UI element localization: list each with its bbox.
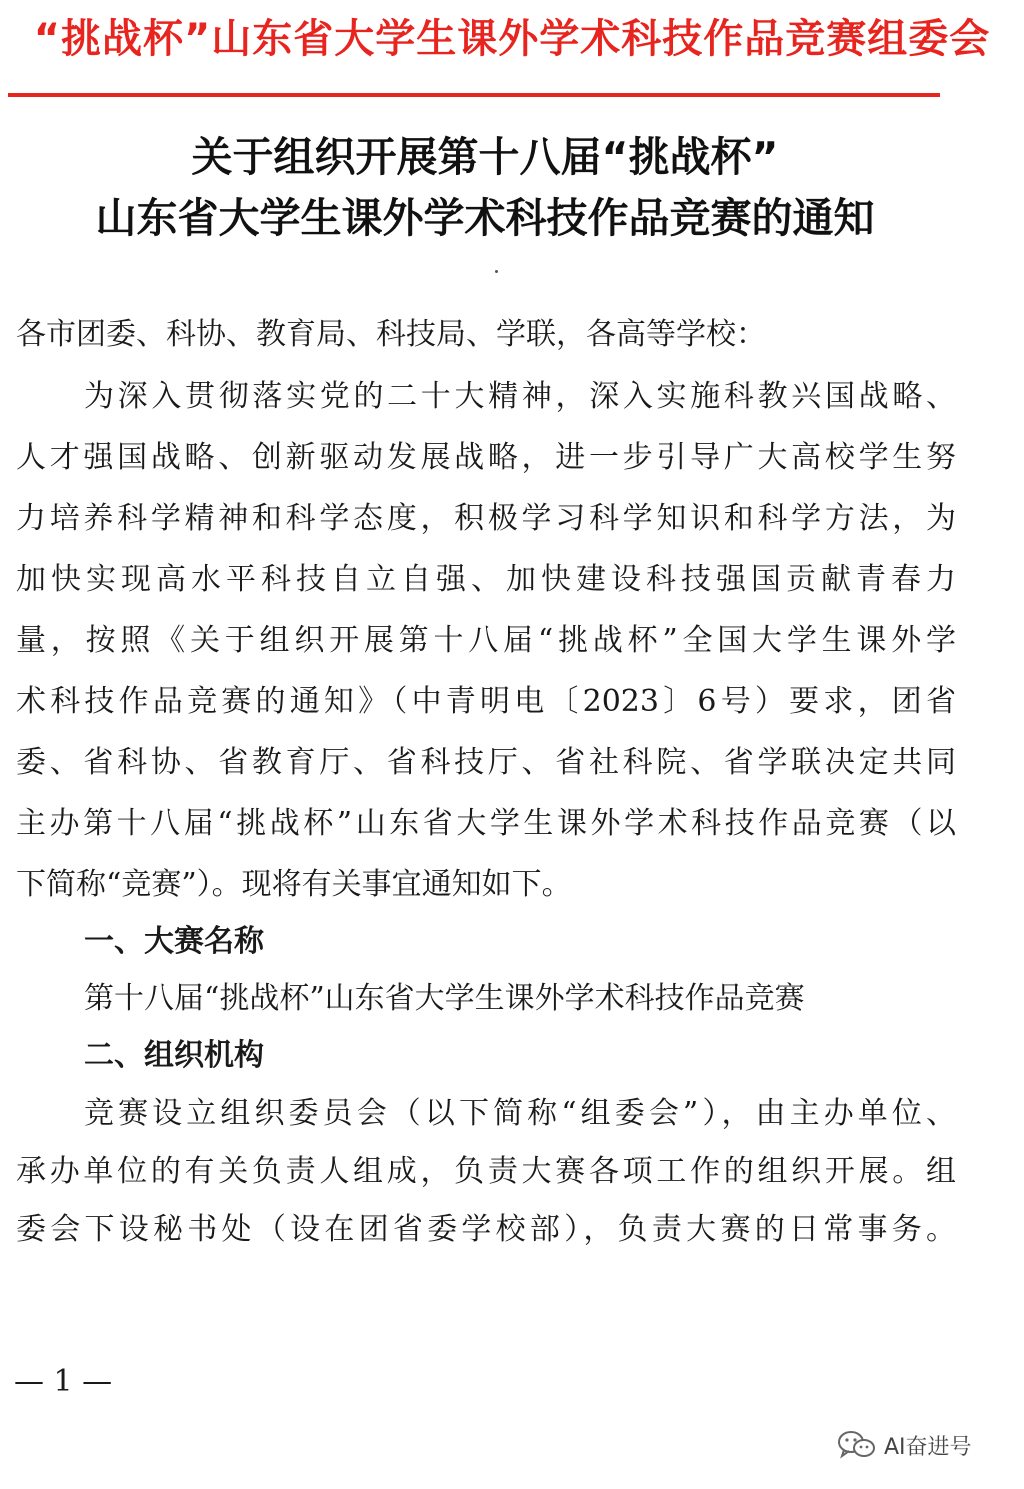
document-title-line-2: 山东省大学生课外学术科技作品竞赛的通知 <box>95 194 875 242</box>
watermark-text: AI奋进号 <box>884 1434 972 1460</box>
body-line: 主办第十八届“挑战杯”山东省大学生课外学术科技作品竞赛（以 <box>16 806 956 841</box>
scan-speck <box>495 270 498 273</box>
body-line: 力培养科学精神和科学态度，积极学习科学知识和科学方法，为 <box>16 501 956 536</box>
body-line: 竞赛设立组织委员会（以下简称“组委会”），由主办单位、 <box>84 1096 956 1131</box>
document-title-line-1: 关于组织开展第十八届“挑战杯” <box>191 133 779 181</box>
issuer-header: “挑战杯”山东省大学生课外学术科技作品竞赛组委会 <box>33 16 991 62</box>
wechat-icon <box>836 1430 878 1460</box>
section-heading-2: 二、组织机构 <box>84 1038 264 1073</box>
body-line: 术科技作品竞赛的通知》（中青明电〔2023〕6号）要求，团省 <box>16 684 956 719</box>
body-line: 人才强国战略、创新驱动发展战略，进一步引导广大高校学生努 <box>16 440 956 475</box>
body-line: 下简称“竞赛”）。现将有关事宜通知如下。 <box>16 867 572 902</box>
body-line: 承办单位的有关负责人组成，负责大赛各项工作的组织开展。组 <box>16 1154 956 1189</box>
body-line: 量，按照《关于组织开展第十八届“挑战杯”全国大学生课外学 <box>16 623 956 658</box>
page-number: — 1 — <box>14 1364 113 1399</box>
competition-name-line: 第十八届“挑战杯”山东省大学生课外学术科技作品竞赛 <box>84 981 805 1016</box>
section-heading-1: 一、大赛名称 <box>84 924 264 959</box>
addressee-line: 各市团委、科协、教育局、科技局、学联，各高等学校： <box>16 317 766 352</box>
body-line: 加快实现高水平科技自立自强、加快建设科技强国贡献青春力 <box>16 562 956 597</box>
body-line: 委会下设秘书处（设在团省委学校部），负责大赛的日常事务。 <box>16 1212 956 1247</box>
body-line: 为深入贯彻落实党的二十大精神，深入实施科教兴国战略、 <box>84 379 956 414</box>
watermark <box>836 1428 972 1462</box>
red-divider <box>8 93 940 97</box>
body-line: 委、省科协、省教育厅、省科技厅、省社科院、省学联决定共同 <box>16 745 956 780</box>
